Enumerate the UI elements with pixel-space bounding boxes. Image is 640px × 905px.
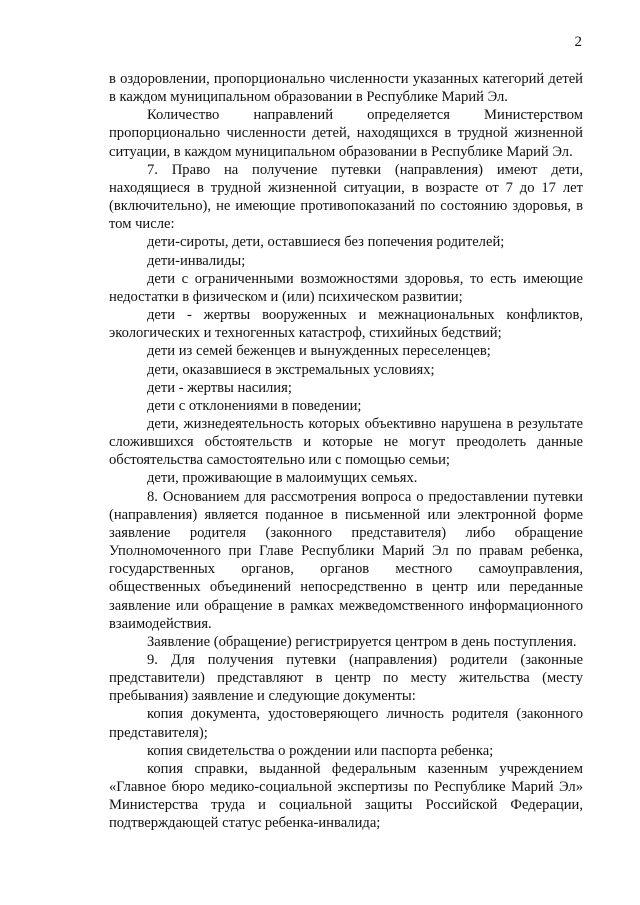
document-body [109, 70, 583, 833]
paragraph: копия свидетельства о рождении или паспорта ребенка; [147, 742, 494, 759]
paragraph: дети, оказавшиеся в экстремальных условиях; [147, 361, 435, 378]
paragraph: 8. Основанием для рассмотрения вопроса о предоставлении путевки (направления) является поданное в письменной или электронной форме заявление родителя (законного представителя) либо обращение Уполномоченного при Главе Республики Марий Эл по правам ребенка, государственных органов, органов местного самоуправления, общественных объединений непосредственно в центр или переданные заявление или обращение в рамках межведомственного информационного взаимодействия. [109, 488, 583, 632]
paragraph: дети-инвалиды; [147, 252, 246, 269]
paragraph: дети, жизнедеятельность которых объективно нарушена в результате сложившихся обстоятельств и которые не могут преодолеть данные обстоятельства самостоятельно или с помощью семьи; [109, 415, 583, 469]
paragraph: копия справки, выданной федеральным казенным учреждением «Главное бюро медико-социальной экспертизы по Республике Марий Эл» Министерства труда и социальной защиты Российской Федерации, подтверждающей статус ребенка-инвалида; [109, 760, 583, 832]
paragraph: дети с отклонениями в поведении; [147, 397, 362, 414]
paragraph: 9. Для получения путевки (направления) родители (законные представители) представляют в центр по месту жительства (месту пребывания) заявление и следующие документы: [109, 652, 583, 705]
paragraph: дети - жертвы насилия; [147, 379, 292, 396]
paragraph: дети из семей беженцев и вынужденных переселенцев; [147, 343, 491, 360]
paragraph: в оздоровлении, пропорционально численности указанных категорий детей в каждом муниципальном образовании в Республике Марий Эл. [109, 71, 583, 106]
paragraph: дети - жертвы вооруженных и межнациональных конфликтов, экологических и техногенных катастроф, стихийных бедствий; [109, 307, 583, 342]
paragraph: 7. Право на получение путевки (направления) имеют дети, находящиеся в трудной жизненной ситуации, в возрасте от 7 до 17 лет (включительно), не имеющие противопоказаний по состоянию здоровья, в том числе: [109, 161, 583, 233]
paragraph: копия документа, удостоверяющего личность родителя (законного представителя); [109, 706, 583, 741]
paragraph: Заявление (обращение) регистрируется центром в день поступления. [147, 633, 577, 650]
paragraph: дети-сироты, дети, оставшиеся без попечения родителей; [147, 234, 505, 251]
paragraph: дети с ограниченными возможностями здоровья, то есть имеющие недостатки в физическом и (или) психическом развитии; [109, 270, 583, 305]
paragraph: дети, проживающие в малоимущих семьях. [147, 470, 418, 487]
paragraph: Количество направлений определяется Министерством пропорционально численности детей, находящихся в трудной жизненной ситуации, в каждом муниципальном образовании в Республике Марий Эл. [109, 107, 583, 160]
page-number: 2 [574, 34, 582, 50]
